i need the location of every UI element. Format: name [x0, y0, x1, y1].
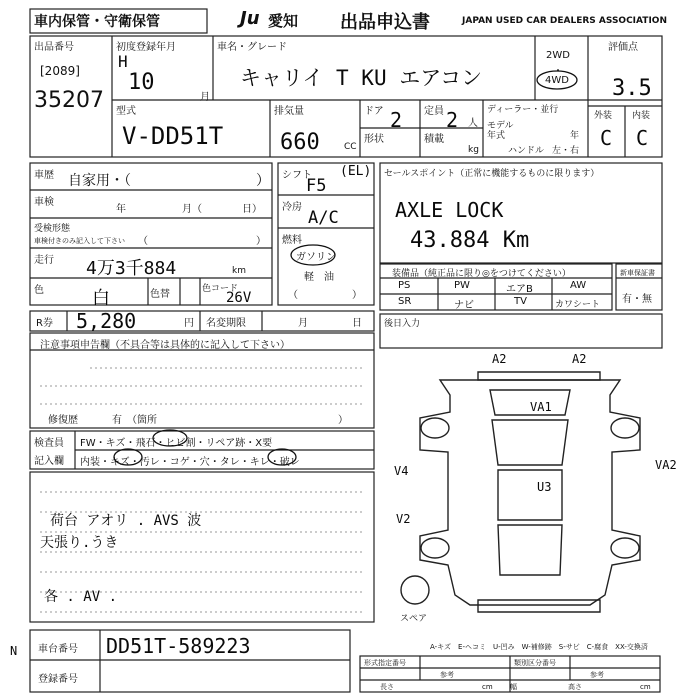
- sales-point-line1: AXLE LOCK: [395, 198, 504, 222]
- mark-bed: U3: [537, 480, 552, 494]
- dealer-model-label: モデル: [487, 121, 514, 131]
- shift-note: (EL): [340, 164, 372, 179]
- lot-bracket-number: [2089]: [40, 64, 80, 78]
- mileage-value: 4万3千884: [86, 258, 177, 279]
- load-unit: kg: [468, 145, 479, 155]
- spare-label: スペア: [400, 614, 428, 624]
- height-label: 高さ: [568, 683, 582, 691]
- shift-label: シフト: [282, 170, 312, 181]
- equip-aw: AW: [570, 280, 587, 291]
- inspector-row-interior: 内装・キズ・汚レ・コゲ・穴・タレ・キレ・破レ: [80, 457, 300, 468]
- evaluation-label: 評価点: [608, 42, 638, 53]
- equip-airbag: エアB: [506, 284, 533, 295]
- registration-number-label: 登録番号: [38, 674, 78, 685]
- type-approval-label: 形式指定番号: [364, 659, 406, 667]
- color-swap-label: 色替: [150, 289, 170, 300]
- displacement-label: 排気量: [274, 106, 304, 117]
- registration-year: 10: [128, 70, 155, 95]
- inspector-entry-label: 記入欄: [34, 456, 64, 467]
- fuel-gasoline: ガソリン: [296, 252, 336, 263]
- inspector-row-exterior: FW・キズ・飛石・ヒビ割・リペア跡・X要: [80, 438, 273, 449]
- drive-4wd: 4WD: [545, 75, 569, 86]
- registration-era: H: [118, 52, 128, 71]
- mark-front-left: A2: [492, 352, 507, 366]
- length-unit: cm: [482, 683, 493, 691]
- mark-left-rear: V2: [396, 512, 411, 526]
- car-name-value: キャリイ T KU エアコン: [240, 66, 483, 90]
- name-change-day: 日: [352, 318, 362, 329]
- lot-number: 35207: [34, 88, 104, 113]
- damage-legend: A-キズ E-ヘコミ U-凹み W-補修跡 S-サビ C-腐食 XX-交換済: [430, 643, 648, 651]
- history-close: ）: [256, 173, 270, 189]
- category-ref: 参考: [590, 671, 604, 679]
- interior-grade: C: [636, 126, 649, 150]
- drive-2wd: 2WD: [546, 50, 570, 61]
- shape-label: 形状: [364, 134, 384, 145]
- sales-point-line2: 43.884 Km: [410, 228, 530, 253]
- capacity-unit: 人: [468, 118, 478, 129]
- storage-badge: 車内保管・守衛保管: [34, 14, 160, 30]
- category-label: 類別区分番号: [514, 659, 556, 667]
- name-change-label: 名変期限: [206, 318, 246, 329]
- sales-point-label: セールスポイント（正常に機能するものに限ります）: [384, 169, 600, 179]
- equipment-label: 装備品（純正品に限り◎をつけてください）: [392, 269, 571, 279]
- color-code-label: 色コード: [202, 284, 239, 294]
- warranty-options: 有・無: [622, 294, 652, 305]
- car-name-label: 車名・グレード: [217, 42, 287, 53]
- color-value: 白: [92, 288, 110, 309]
- history-label: 車歴: [34, 170, 54, 181]
- history-value: 自家用・（: [68, 173, 131, 189]
- mark-front-right: A2: [572, 352, 587, 366]
- inspector-label: 検査員: [34, 438, 64, 449]
- cooling-label: 冷房: [282, 202, 302, 213]
- association-name: JAPAN USED CAR DEALERS ASSOCIATION: [462, 16, 667, 26]
- warranty-label: 新車保証書: [620, 269, 655, 277]
- model-value: V-DD51T: [122, 122, 224, 150]
- page-title: 出品申込書: [340, 12, 430, 33]
- org-name: 愛知: [268, 12, 299, 30]
- load-label: 積載: [424, 134, 444, 145]
- equip-pw: PW: [454, 280, 470, 291]
- recycle-unit: 円: [184, 318, 194, 329]
- acceptance-open: （: [138, 236, 148, 247]
- fuel-label: 燃料: [282, 235, 302, 246]
- doors-value: 2: [390, 108, 403, 132]
- registration-label: 初度登録年月: [116, 42, 176, 53]
- acceptance-close: ）: [256, 236, 266, 247]
- equip-ps: PS: [398, 280, 411, 291]
- remark-line2: 天張り.うき: [40, 535, 119, 551]
- dealer-year-unit: 年: [570, 131, 580, 141]
- mileage-unit: km: [232, 266, 246, 276]
- mark-roof: VA1: [530, 400, 552, 414]
- handle-options: 左・右: [552, 146, 580, 156]
- name-change-month: 月: [298, 318, 308, 329]
- inspection-label: 車検: [34, 197, 54, 208]
- mark-left-side: V4: [394, 464, 409, 478]
- equip-tv: TV: [514, 296, 527, 307]
- ju-logo: Ju: [240, 8, 260, 29]
- remark-line3: 各 . AV .: [44, 589, 118, 605]
- margin-mark: N: [10, 644, 18, 658]
- mileage-label: 走行: [34, 255, 54, 266]
- handle-label: ハンドル: [508, 146, 545, 156]
- inspection-day: 日）: [242, 204, 262, 215]
- model-label: 型式: [116, 106, 136, 117]
- height-unit: cm: [640, 683, 651, 691]
- lot-label: 出品番号: [34, 42, 74, 53]
- shift-value: F5: [306, 176, 327, 196]
- repair-history-close: ）: [338, 415, 348, 426]
- evaluation-score: 3.5: [612, 76, 652, 101]
- post-input-label: 後日入力: [384, 319, 421, 329]
- chassis-number: DD51T-589223: [106, 634, 251, 658]
- equip-sr: SR: [398, 296, 412, 307]
- dealer-year-label: 年式: [487, 131, 506, 141]
- remark-line1: 荷台 アオリ . AVS 波: [50, 513, 202, 529]
- repair-history-value: 有 （箇所: [112, 415, 157, 426]
- repair-history-label: 修復歴: [48, 415, 78, 426]
- exterior-label: 外装: [594, 111, 613, 121]
- inspection-month: 月（: [182, 204, 202, 215]
- acceptance-note: 車検付きのみ記入して下さい: [34, 237, 125, 245]
- exterior-grade: C: [600, 126, 613, 150]
- drive-separator: ・: [553, 66, 563, 77]
- fuel-diesel: 軽 油: [304, 272, 334, 283]
- width-label: 幅: [510, 683, 517, 691]
- displacement-unit: CC: [344, 142, 357, 152]
- interior-label: 内装: [632, 111, 651, 121]
- mark-right-side: VA2: [655, 458, 677, 472]
- color-code: 26V: [226, 290, 252, 306]
- length-label: 長さ: [380, 683, 394, 691]
- acceptance-label: 受検形態: [34, 224, 71, 234]
- fuel-close: ）: [352, 290, 362, 301]
- recycle-label: R券: [36, 318, 53, 329]
- chassis-label: 車台番号: [38, 644, 78, 655]
- notes-label: 注意事項申告欄（不具合等は具体的に記入して下さい）: [40, 340, 290, 351]
- equip-navi: ナビ: [454, 300, 474, 311]
- cooling-value: A/C: [308, 208, 339, 228]
- inspection-year: 年: [116, 204, 126, 215]
- type-approval-ref: 参考: [440, 671, 454, 679]
- fuel-open: （: [288, 290, 298, 301]
- dealer-label: ディーラー・並行: [487, 105, 559, 115]
- capacity-value: 2: [446, 108, 459, 132]
- doors-label: ドア: [364, 106, 384, 117]
- equip-leather-seat: カワシート: [555, 300, 601, 310]
- displacement-value: 660: [280, 130, 320, 155]
- color-label: 色: [34, 285, 44, 296]
- registration-month-unit: 月: [200, 92, 210, 103]
- capacity-label: 定員: [424, 106, 444, 117]
- recycle-value: 5,280: [76, 309, 137, 333]
